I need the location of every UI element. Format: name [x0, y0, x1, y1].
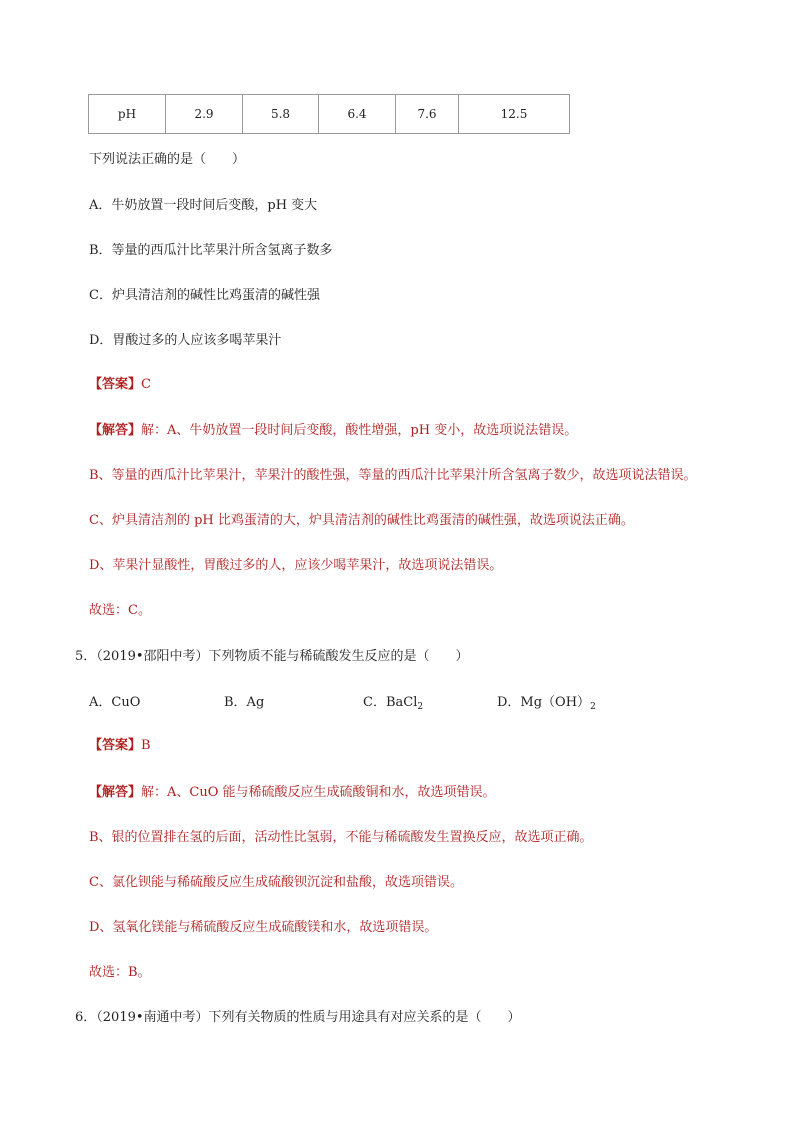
subscript: 2: [590, 702, 596, 712]
option-d: [497, 695, 596, 715]
answer-line: [89, 738, 151, 754]
answer-value: C: [141, 377, 151, 392]
option-d-text: D．Mg（OH）: [497, 695, 591, 710]
analysis-tag: 【解答】: [89, 785, 142, 800]
analysis-line: [89, 423, 577, 439]
analysis-line: D、苹果汁显酸性，胃酸过多的人，应该少喝苹果汁，故选项说法错误。: [89, 558, 503, 573]
option-a: A．CuO: [89, 695, 141, 710]
table-cell: 5.8: [243, 95, 319, 134]
conclusion-line: 故选：C。: [89, 603, 151, 618]
answer-tag: 【答案】: [89, 738, 142, 753]
option-c-text: C．BaCl: [363, 695, 418, 710]
option-c: [363, 695, 423, 715]
question-stem: 5．（2019•邵阳中考）下列物质不能与稀硫酸发生反应的是（ ）: [75, 649, 469, 664]
option-d: D．胃酸过多的人应该多喝苹果汁: [89, 333, 282, 348]
analysis-line: D、氢氧化镁能与稀硫酸反应生成硫酸镁和水，故选项错误。: [89, 920, 438, 935]
answer-tag: 【答案】: [89, 377, 142, 392]
analysis-line: B、银的位置排在氢的后面，活动性比氢弱，不能与稀硫酸发生置换反应，故选项正确。: [89, 830, 593, 845]
subscript: 2: [417, 702, 424, 712]
table-cell: 12.5: [459, 95, 570, 134]
option-a: A．牛奶放置一段时间后变酸，pH 变大: [89, 198, 318, 213]
table-cell-label: pH: [89, 95, 166, 134]
analysis-text: 解：A、CuO 能与稀硫酸反应生成硫酸铜和水，故选项错误。: [141, 785, 496, 800]
table-row: [89, 95, 570, 134]
ph-table: [88, 94, 570, 134]
table-cell: 2.9: [166, 95, 243, 134]
question-stem: 6．（2019•南通中考）下列有关物质的性质与用途具有对应关系的是（ ）: [75, 1010, 521, 1025]
question-stem: 下列说法正确的是（ ）: [89, 152, 246, 167]
analysis-tag: 【解答】: [89, 423, 142, 438]
analysis-text: 解：A、牛奶放置一段时间后变酸，酸性增强，pH 变小，故选项说法错误。: [141, 423, 578, 438]
analysis-line: [89, 785, 496, 801]
option-b: B．等量的西瓜汁比苹果汁所含氢离子数多: [89, 243, 333, 258]
option-c: C．炉具清洁剂的碱性比鸡蛋清的碱性强: [89, 288, 320, 303]
table-cell: 6.4: [319, 95, 396, 134]
table-cell: 7.6: [396, 95, 459, 134]
analysis-line: B、等量的西瓜汁比苹果汁，苹果汁的酸性强，等量的西瓜汁比苹果汁所含氢离子数少，故选项说法错误。: [89, 468, 697, 483]
conclusion-line: 故选：B。: [89, 965, 151, 980]
analysis-line: C、炉具清洁剂的 pH 比鸡蛋清的大，炉具清洁剂的碱性比鸡蛋清的碱性强，故选项说法正确。: [89, 513, 634, 528]
option-b: B．Ag: [224, 695, 265, 710]
answer-value: B: [141, 738, 151, 753]
analysis-line: C、氯化钡能与稀硫酸反应生成硫酸钡沉淀和盐酸，故选项错误。: [89, 875, 463, 890]
answer-line: [89, 377, 151, 393]
